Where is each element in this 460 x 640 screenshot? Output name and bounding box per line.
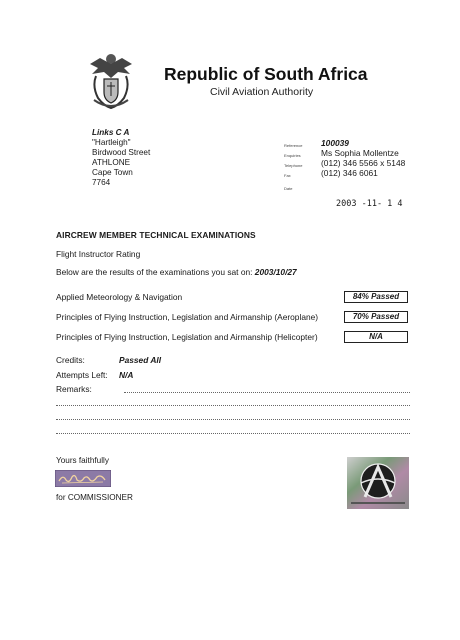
exam-row bbox=[56, 331, 408, 343]
coat-of-arms-icon bbox=[86, 52, 136, 110]
attempts-value: N/A bbox=[119, 370, 134, 380]
exam-date: 2003/10/27 bbox=[254, 267, 297, 277]
rating-name: Flight Instructor Rating bbox=[56, 249, 141, 259]
address-line: 7764 bbox=[92, 178, 111, 187]
address-line: Birdwood Street bbox=[92, 148, 151, 157]
attempts-label: Attempts Left: bbox=[56, 370, 108, 380]
closing-salutation: Yours faithfully bbox=[56, 456, 109, 465]
address-line: ATHLONE bbox=[92, 158, 131, 167]
section-heading: AIRCREW MEMBER TECHNICAL EXAMINATIONS bbox=[56, 230, 256, 240]
results-intro bbox=[56, 267, 297, 277]
recipient-address bbox=[92, 128, 150, 188]
exam-row bbox=[56, 311, 408, 323]
remarks-line bbox=[56, 419, 410, 420]
enquiries-contact: Ms Sophia Mollentze bbox=[321, 148, 399, 158]
exam-result-box: 84% Passed bbox=[344, 291, 408, 303]
telephone-label: Telephone bbox=[284, 163, 303, 168]
reference-labels bbox=[284, 141, 302, 181]
reference-number: 100039 bbox=[321, 138, 349, 148]
date-stamp: 2003 -11- 1 4 bbox=[336, 199, 403, 209]
page-subtitle: Civil Aviation Authority bbox=[210, 86, 314, 98]
page-title: Republic of South Africa bbox=[164, 64, 368, 84]
reference-label: Reference bbox=[284, 143, 303, 148]
remarks-label: Remarks: bbox=[56, 384, 92, 394]
remarks-row bbox=[56, 384, 92, 394]
remarks-line bbox=[124, 392, 410, 393]
fax-number: (012) 346 6061 bbox=[321, 168, 378, 178]
remarks-line bbox=[56, 405, 410, 406]
exam-name: Principles of Flying Instruction, Legislation and Airmanship (Aeroplane) bbox=[56, 312, 319, 322]
credits-row bbox=[56, 355, 162, 365]
credits-label: Credits: bbox=[56, 355, 85, 365]
address-line: "Hartleigh" bbox=[92, 138, 131, 147]
signature-stamp bbox=[55, 470, 111, 487]
attempts-row bbox=[56, 370, 134, 380]
fax-label: Fax bbox=[284, 173, 291, 178]
credits-value: Passed All bbox=[119, 355, 162, 365]
exam-result-box: N/A bbox=[344, 331, 408, 343]
remarks-line bbox=[56, 433, 410, 434]
date-label: Date bbox=[284, 186, 293, 191]
telephone-number: (012) 346 5566 x 5148 bbox=[321, 158, 406, 168]
exam-name: Applied Meteorology & Navigation bbox=[56, 292, 183, 302]
signatory-title: for COMMISSIONER bbox=[56, 493, 133, 502]
exam-name: Principles of Flying Instruction, Legislation and Airmanship (Helicopter) bbox=[56, 332, 318, 342]
recipient-name: Links C A bbox=[92, 128, 130, 137]
exam-row bbox=[56, 291, 408, 303]
address-line: Cape Town bbox=[92, 168, 133, 177]
results-intro-text: Below are the results of the examinations you sat on: bbox=[56, 267, 253, 277]
hologram-seal-icon bbox=[347, 457, 409, 509]
enquiries-label: Enquiries bbox=[284, 153, 301, 158]
exam-result-box: 70% Passed bbox=[344, 311, 408, 323]
reference-values bbox=[321, 138, 405, 178]
